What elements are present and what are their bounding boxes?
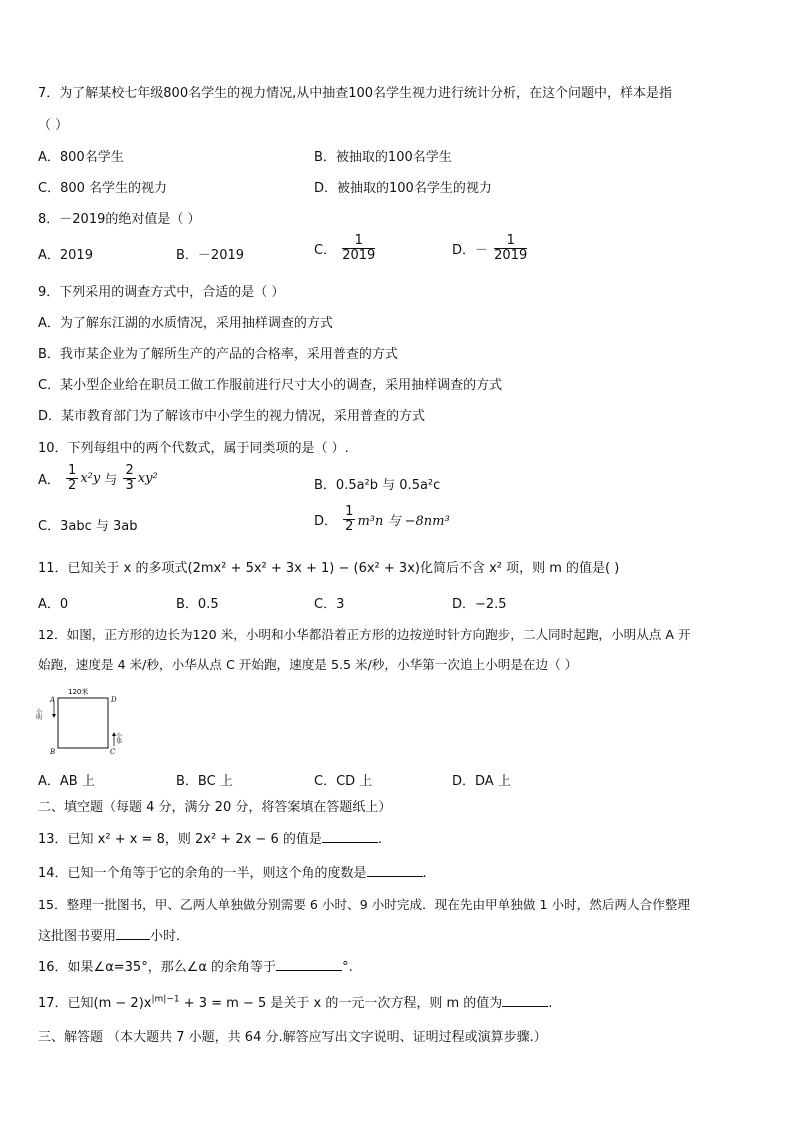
figure-side-label: 120米 xyxy=(68,688,89,696)
square-figure xyxy=(36,686,132,756)
q17-text-2: + 3 = m − 5 是关于 x 的一元一次方程，则 m 的值为 xyxy=(179,996,503,1011)
q9-option-c: C．某小型企业给在职员工做工作服前进行尺寸大小的调查，采用抽样调查的方式 xyxy=(38,378,503,393)
q9-option-b: B．我市某企业为了解所生产的产品的合格率，采用普查的方式 xyxy=(38,347,398,362)
q10-a-fraction-2 xyxy=(123,464,135,493)
q13 xyxy=(38,828,382,847)
figure-point-b: B xyxy=(50,748,56,756)
q8-d-denominator: 2019 xyxy=(494,248,528,263)
xiaoming-arrowhead xyxy=(52,714,56,718)
q16-answer-blank[interactable] xyxy=(276,970,342,971)
q15-line-1: 15．整理一批图书，甲、乙两人单独做分别需要 6 小时、9 小时完成．现在先由甲单独做 1 小时，然后两人合作整理 xyxy=(38,897,690,912)
section-2-heading: 二、填空题（每题 4 分，满分 20 分，将答案填在答题纸上） xyxy=(38,800,392,815)
q7-option-b: B．被抽取的100名学生 xyxy=(314,150,452,165)
q10-a-join: 与 xyxy=(100,473,122,488)
q13-text: 13．已知 x² + x = 8，则 2x² + 2x − 6 的值是 xyxy=(38,832,322,847)
figure-point-d: D xyxy=(111,696,117,704)
figure-label-xiaohua: 小华 xyxy=(114,732,122,744)
q12-option-c: C．CD 上 xyxy=(314,774,373,789)
q10-option-a xyxy=(38,464,158,493)
q17-exponent: |m|−1 xyxy=(151,994,180,1005)
q10-d-rest: m³n 与 −8nm³ xyxy=(357,514,450,529)
q15-text: 这批图书要用 xyxy=(38,929,117,944)
q10-a-term-2: xy² xyxy=(137,471,158,486)
q8-option-a: A．2019 xyxy=(38,248,93,263)
q10-a-term-1: x²y xyxy=(80,471,101,486)
figure-label-xiaoming: 小明 xyxy=(34,708,42,720)
q8-d-numerator: 1 xyxy=(494,234,527,249)
q10-a-f1-denominator: 2 xyxy=(68,478,77,493)
q17-end: . xyxy=(548,996,553,1011)
q8-option-c-label: C． xyxy=(314,243,337,258)
q10-a-f1-numerator: 1 xyxy=(68,463,77,478)
q11-option-d: D．−2.5 xyxy=(452,597,507,612)
q14-answer-blank[interactable] xyxy=(367,876,423,877)
q13-answer-blank[interactable] xyxy=(322,842,378,843)
q10-d-denominator: 2 xyxy=(345,519,354,534)
section-3-heading: 三、解答题 （本大题共 7 小题，共 64 分.解答应写出文字说明、证明过程或演算步骤.） xyxy=(38,1030,547,1045)
q8-option-d-fraction xyxy=(494,234,527,263)
q16 xyxy=(38,956,353,975)
q8-option-d xyxy=(452,234,529,263)
q17-text: 17．已知(m − 2)x xyxy=(38,996,152,1011)
q14-end: . xyxy=(422,866,427,881)
q8-option-b: B．－2019 xyxy=(176,248,245,263)
q15-answer-blank[interactable] xyxy=(116,939,150,940)
q15-end: 小时． xyxy=(150,929,190,944)
q10-option-c: C．3abc 与 3ab xyxy=(38,519,138,534)
figure-point-c: C xyxy=(110,748,116,756)
q12-stem-line-1: 12．如图，正方形的边长为120 米，小明和小华都沿着正方形的边按逆时针方向跑步，二人同时起跑，小明从点 A 开 xyxy=(38,627,691,642)
q12-option-a: A．AB 上 xyxy=(38,774,95,789)
q10-a-fraction-1 xyxy=(66,464,78,493)
q9-stem: 9．下列采用的调查方式中，合适的是（ ） xyxy=(38,285,285,300)
q13-end: . xyxy=(377,832,382,847)
q8-c-numerator: 1 xyxy=(342,234,375,249)
q7-stem: 7．为了解某校七年级800名学生的视力情况,从中抽查100名学生视力进行统计分析，在这个问题中，样本是指 xyxy=(38,86,673,101)
q10-d-fraction xyxy=(343,505,355,534)
q17 xyxy=(38,992,552,1011)
q8-c-denominator: 2019 xyxy=(342,248,376,263)
q10-d-numerator: 1 xyxy=(345,504,354,519)
q7-option-d: D．被抽取的100名学生的视力 xyxy=(314,181,492,196)
q15-line-2 xyxy=(38,925,189,944)
figure-point-a: A xyxy=(50,696,56,704)
q10-a-f2-numerator: 2 xyxy=(125,463,134,478)
q11-option-a: A．0 xyxy=(38,597,69,612)
q14-text: 14．已知一个角等于它的余角的一半，则这个角的度数是 xyxy=(38,866,367,881)
q10-a-f2-denominator: 3 xyxy=(125,478,134,493)
q8-stem: 8．－2019的绝对值是（ ） xyxy=(38,212,201,227)
q16-text: 16．如果∠α=35°，那么∠α 的余角等于 xyxy=(38,960,277,975)
q10-stem: 10．下列每组中的两个代数式，属于同类项的是（ ）. xyxy=(38,441,349,456)
q12-option-b: B．BC 上 xyxy=(176,774,233,789)
q10-a-label: A． xyxy=(38,473,60,488)
square-shape xyxy=(58,698,108,748)
q9-option-d: D．某市教育部门为了解该市中小学生的视力情况，采用普查的方式 xyxy=(38,409,426,424)
q10-d-label: D． xyxy=(314,514,338,529)
q17-answer-blank[interactable] xyxy=(502,1006,548,1007)
q10-option-b: B．0.5a²b 与 0.5a²c xyxy=(314,478,441,493)
q8-option-c-fraction xyxy=(342,234,375,263)
q9-option-a: A．为了解东江湖的水质情况，采用抽样调查的方式 xyxy=(38,316,333,331)
q16-end: °. xyxy=(342,960,353,975)
q11-option-b: B．0.5 xyxy=(176,597,219,612)
q8-option-d-label: D．－ xyxy=(452,243,489,258)
q12-stem-line-2: 始跑，速度是 4 米/秒，小华从点 C 开始跑，速度是 5.5 米/秒，小华第一次追上小明是在边（ ） xyxy=(38,657,578,672)
q7-option-c: C．800 名学生的视力 xyxy=(38,181,168,196)
q11-stem: 11．已知关于 x 的多项式(2mx² + 5x² + 3x + 1) − (6x² + 3x)化简后不含 x² 项，则 m 的值是( ) xyxy=(38,561,620,576)
q11-option-c: C．3 xyxy=(314,597,345,612)
q12-option-d: D．DA 上 xyxy=(452,774,511,789)
q14 xyxy=(38,862,427,881)
q8-option-c xyxy=(314,234,377,263)
q7-paren: （ ） xyxy=(38,118,69,133)
q7-option-a: A．800名学生 xyxy=(38,150,124,165)
q10-option-d xyxy=(314,505,450,534)
